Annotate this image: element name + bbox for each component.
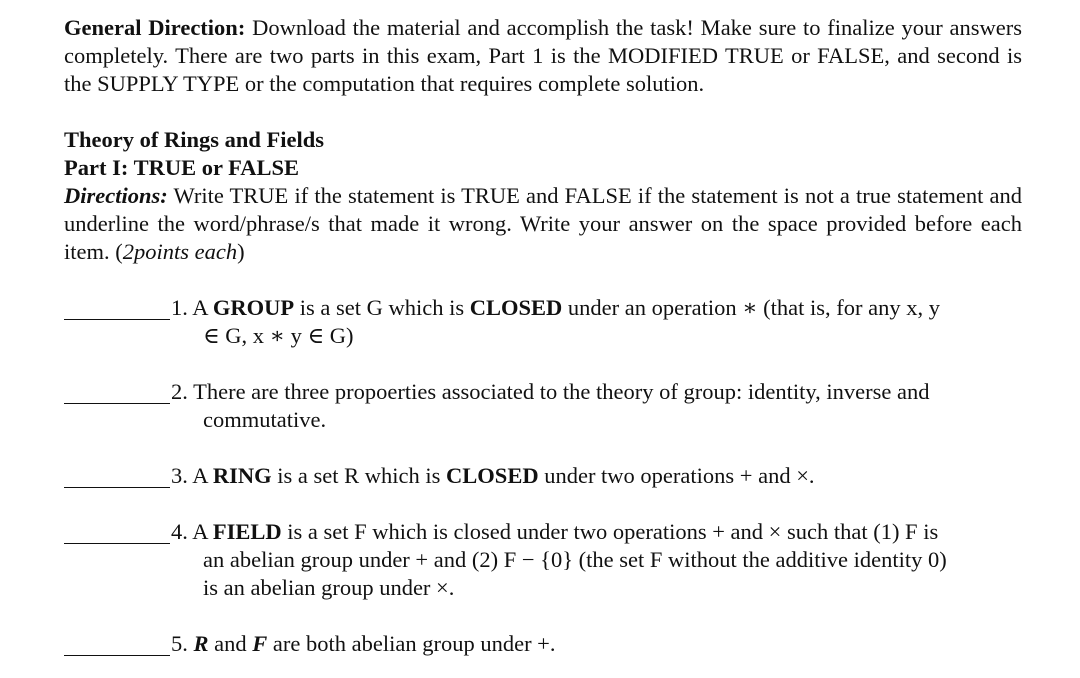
q4-line-2: an abelian group under + and (2) F − {0} (the set F without the additive identity 0) xyxy=(203,547,947,572)
q1-line-2: ∈ G, x ∗ y ∈ G) xyxy=(203,323,354,348)
q3-text-a: A xyxy=(187,463,213,488)
question-item-3 xyxy=(64,462,1022,490)
question-number-5: 5. xyxy=(171,631,188,656)
q4-text-a: A xyxy=(187,519,213,544)
question-text-3 xyxy=(171,462,1022,490)
q5-term-f: F xyxy=(252,631,268,656)
question-list xyxy=(64,294,1022,658)
answer-blank-2[interactable] xyxy=(64,378,170,404)
question-item-2 xyxy=(64,378,1022,434)
q4-text-c: is a set F which is closed under two operations + and × such that (1) F is xyxy=(281,519,939,544)
q3-text-c: is a set R which is xyxy=(271,463,447,488)
question-text-4 xyxy=(171,518,1022,602)
q1-text-c: is a set G which is xyxy=(294,295,470,320)
answer-blank-4[interactable] xyxy=(64,518,170,544)
question-number-3: 3. xyxy=(171,463,188,488)
q5-term-r: R xyxy=(193,631,209,656)
q4-line-3: is an abelian group under ×. xyxy=(203,575,455,600)
section-title: Theory of Rings and Fields xyxy=(64,127,325,152)
question-number-4: 4. xyxy=(171,519,188,544)
question-number-1: 1. xyxy=(171,295,188,320)
general-direction xyxy=(64,14,1022,98)
answer-blank-3[interactable] xyxy=(64,462,170,488)
q4-term-field: FIELD xyxy=(212,519,282,544)
general-direction-label: General Direction: xyxy=(64,15,246,40)
exam-page xyxy=(64,14,1022,658)
answer-blank-5[interactable] xyxy=(64,630,170,656)
question-item-4 xyxy=(64,518,1022,602)
directions xyxy=(64,182,1022,266)
q3-term-ring: RING xyxy=(212,463,272,488)
q2-line-1: There are three propoerties associated to the theory of group: identity, inverse and xyxy=(187,379,930,404)
general-direction-text: Download the material and accomplish the task! Make sure to finalize your answers completely. There are two parts in this exam, Part 1 is the MODIFIED TRUE or FALSE, and second is the SUPPLY TYPE or the computation that requires complete solution. xyxy=(64,15,1022,96)
question-text-2 xyxy=(171,378,1022,434)
question-text-1 xyxy=(171,294,1022,350)
q1-term-group: GROUP xyxy=(212,295,295,320)
q1-text-a: A xyxy=(187,295,213,320)
question-item-1 xyxy=(64,294,1022,350)
directions-text: Write TRUE if the statement is TRUE and FALSE if the statement is not a true statement and underline the word/phrase/s that made it wrong. Write your answer on the space provided before each item. ( xyxy=(64,183,1022,264)
part-title: Part I: TRUE or FALSE xyxy=(64,155,300,180)
question-text-5 xyxy=(171,630,1022,658)
q5-text-c: and xyxy=(208,631,253,656)
q1-text-e: under an operation ∗ (that is, for any x, y xyxy=(562,295,940,320)
question-number-2: 2. xyxy=(171,379,188,404)
q2-line-2: commutative. xyxy=(203,407,327,432)
question-item-5 xyxy=(64,630,1022,658)
q3-text-e: under two operations + and ×. xyxy=(538,463,815,488)
q5-text-e: are both abelian group under +. xyxy=(267,631,556,656)
q3-term-closed: CLOSED xyxy=(446,463,539,488)
q1-term-closed: CLOSED xyxy=(469,295,563,320)
points-note: 2points each xyxy=(122,239,238,264)
answer-blank-1[interactable] xyxy=(64,294,170,320)
directions-label: Directions: xyxy=(64,183,168,208)
directions-close: ) xyxy=(237,239,245,264)
